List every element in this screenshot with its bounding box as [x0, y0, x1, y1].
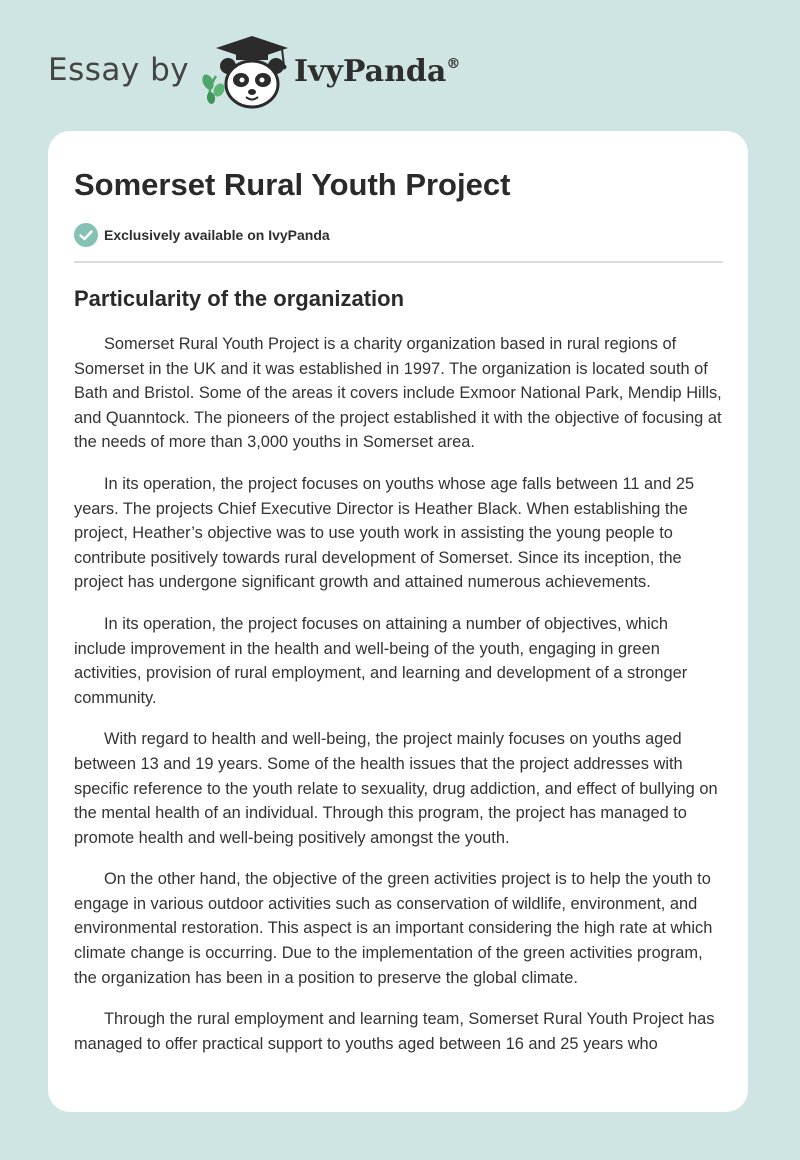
essay-title: Somerset Rural Youth Project	[74, 167, 511, 202]
essay-card	[48, 131, 748, 1112]
registered-mark: ®	[446, 56, 461, 72]
section-heading: Particularity of the organization	[74, 286, 405, 311]
essay-body	[74, 332, 724, 1073]
brand-prefix: Essay by	[48, 52, 190, 88]
exclusive-badge-text: Exclusively available on IvyPanda	[104, 227, 330, 243]
exclusive-badge	[74, 222, 330, 248]
paragraph: With regard to health and well-being, the project mainly focuses on youths aged between 13 and 19 years. Some of the health issues that the project addresses with specific reference to the youth relate to sexuality, drug addiction, and effect of bullying on the mental health of an individual. Through this program, the project has managed to promote health and well-being positively amongst the youth.	[74, 730, 718, 847]
paragraph: Somerset Rural Youth Project is a charity organization based in rural regions of Somerset in the UK and it was established in 1997. The organization is located south of Bath and Bristol. Some of the areas it covers include Exmoor National Park, Mendip Hills, and Quanntock. The pioneers of the project established it with the objective of focusing at the needs of more than 3,000 youths in Somerset area.	[74, 335, 722, 452]
brand-name: IvyPanda®	[294, 54, 461, 89]
paragraph: In its operation, the project focuses on attaining a number of objectives, which include improvement in the health and well-being of the youth, engaging in green activities, provision of rural employment, and learning and development of a stronger community.	[74, 614, 688, 707]
check-circle-icon	[74, 223, 98, 247]
brand-header	[48, 30, 468, 110]
paragraph: Through the rural employment and learning team, Somerset Rural Youth Project has managed to offer practical support to youths aged between 16 and 25 years who	[74, 1010, 715, 1053]
paragraph: On the other hand, the objective of the green activities project is to help the youth to engage in various outdoor activities such as conservation of wildlife, environment, and environmental restoration. This aspect is an important considering the high rate at which climate change is occurring. Due to the implementation of the green activities program, the organization has been in a position to preserve the global climate.	[74, 870, 713, 987]
paragraph: In its operation, the project focuses on youths whose age falls between 11 and 25 years. The projects Chief Executive Director is Heather Black. When establishing the project, Heather’s objective was to use youth work in assisting the young people to contribute positively towards rural development of Somerset. Since its inception, the project has undergone significant growth and attained numerous achievements.	[74, 474, 695, 592]
title-divider	[74, 261, 723, 263]
panda-graduate-logo-icon	[202, 34, 292, 110]
